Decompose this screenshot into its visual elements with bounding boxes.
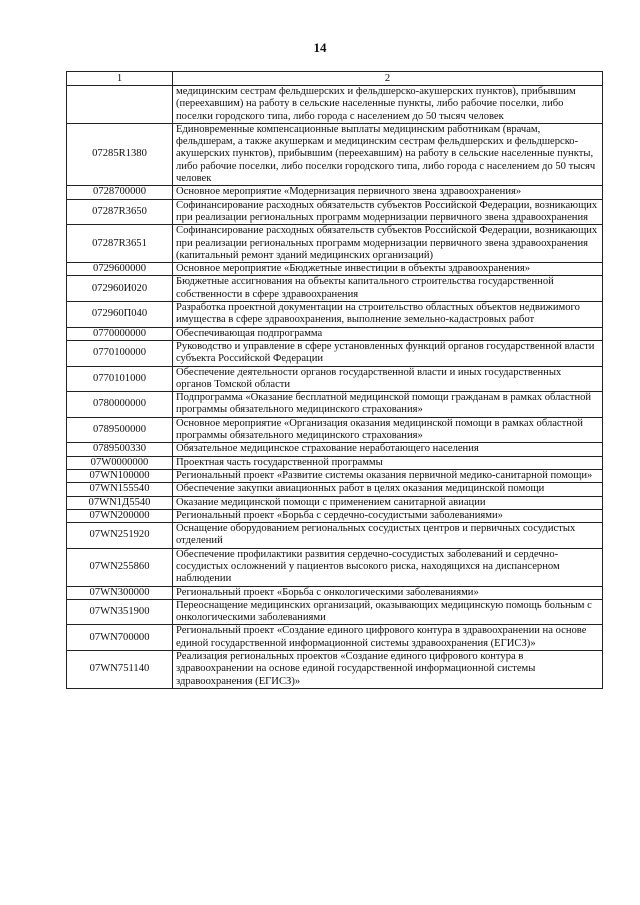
row-description: медицинским сестрам фельдшерских и фельдшерско-акушерских пунктов), прибывшим (переехавшим) на работу в сельские населенные пункты, либо рабочие поселки, либо поселки городского типа, либо города с населением до 50 тысяч человек: [173, 86, 603, 124]
row-description: Подпрограмма «Оказание бесплатной медицинской помощи гражданам в рамках областной программы обязательного медицинского страхования»: [173, 392, 603, 418]
table-row: [67, 483, 603, 496]
row-code: 07W0000000: [67, 456, 173, 469]
budget-code-table: [66, 71, 603, 689]
row-description: Обязательное медицинское страхование неработающего населения: [173, 443, 603, 456]
row-code: 072960И020: [67, 276, 173, 302]
row-code: 07WN251920: [67, 523, 173, 549]
row-description: Единовременные компенсационные выплаты медицинским работникам (врачам, фельдшерам, а также акушеркам и медицинским сестрам фельдшерских и фельдшерско-акушерских пунктов), прибывшим (переехавшим) на работу в сельские населенные пункты, либо рабочие поселки, либо поселки городского типа, либо города с населением до 50 тысяч человек: [173, 123, 603, 185]
row-code: 07WN300000: [67, 586, 173, 599]
column-header-code: 1: [67, 72, 173, 86]
row-description: Региональный проект «Создание единого цифрового контура в здравоохранении на основе единой государственной информационной системы здравоохранения (ЕГИСЗ)»: [173, 625, 603, 651]
table-header-row: [67, 72, 603, 86]
page-number: 14: [313, 40, 327, 55]
row-description: Региональный проект «Борьба с сердечно-сосудистыми заболеваниями»: [173, 509, 603, 522]
row-description: Реализация региональных проектов «Создание единого цифрового контура в здравоохранении на основе единой государственной информационной системы здравоохранения (ЕГИСЗ)»: [173, 651, 603, 689]
table-row: [67, 392, 603, 418]
row-code: 0789500000: [67, 417, 173, 443]
row-description: Проектная часть государственной программы: [173, 456, 603, 469]
row-description: Переоснащение медицинских организаций, оказывающих медицинскую помощь больным с онкологическими заболеваниями: [173, 599, 603, 625]
row-description: Оснащение оборудованием региональных сосудистых центров и первичных сосудистых отделений: [173, 523, 603, 549]
table-row: [67, 548, 603, 586]
table-row: [67, 586, 603, 599]
row-code: 0729600000: [67, 263, 173, 276]
row-description: Региональный проект «Развитие системы оказания первичной медико-санитарной помощи»: [173, 469, 603, 482]
row-description: Бюджетные ассигнования на объекты капитального строительства государственной собственности в сфере здравоохранения: [173, 276, 603, 302]
column-header-description: 2: [173, 72, 603, 86]
table-row: [67, 123, 603, 185]
row-description: Обеспечение деятельности органов государственной власти и иных государственных органов Томской области: [173, 366, 603, 392]
table-row: [67, 469, 603, 482]
row-code: 07WN155540: [67, 483, 173, 496]
row-code: 07287R3651: [67, 225, 173, 263]
row-description: Обеспечивающая подпрограмма: [173, 327, 603, 340]
row-code: 07WN1Д5540: [67, 496, 173, 509]
row-description: Разработка проектной документации на строительство областных объектов недвижимого имущества в сфере здравоохранения, выполнение земельно-кадастровых работ: [173, 302, 603, 328]
row-code: 0770101000: [67, 366, 173, 392]
table-row: [67, 417, 603, 443]
row-code: 0770000000: [67, 327, 173, 340]
row-code: 07WN200000: [67, 509, 173, 522]
row-description: Региональный проект «Борьба с онкологическими заболеваниями»: [173, 586, 603, 599]
row-description: Обеспечение профилактики развития сердечно-сосудистых заболеваний и сердечно-сосудистых осложнений у пациентов высокого риска, находящихся на диспансерном наблюдении: [173, 548, 603, 586]
table-row: [67, 340, 603, 366]
table-row: [67, 599, 603, 625]
row-code: 07WN351900: [67, 599, 173, 625]
row-description: Основное мероприятие «Организация оказания медицинской помощи в рамках областной программы обязательного медицинского страхования»: [173, 417, 603, 443]
row-code: 07285R1380: [67, 123, 173, 185]
table-row: [67, 509, 603, 522]
row-code: 07WN751140: [67, 651, 173, 689]
row-code: 0789500330: [67, 443, 173, 456]
table-row: [67, 302, 603, 328]
row-code: 07WN100000: [67, 469, 173, 482]
row-description: Основное мероприятие «Бюджетные инвестиции в объекты здравоохранения»: [173, 263, 603, 276]
row-description: Руководство и управление в сфере установленных функций органов государственной власти субъекта Российской Федерации: [173, 340, 603, 366]
row-description: Софинансирование расходных обязательств субъектов Российской Федерации, возникающих при реализации региональных программ модернизации первичного звена здравоохранения: [173, 199, 603, 225]
row-code: 0780000000: [67, 392, 173, 418]
table-row: [67, 199, 603, 225]
table-row: [67, 496, 603, 509]
table-row: [67, 327, 603, 340]
table-row: [67, 276, 603, 302]
table-row: [67, 523, 603, 549]
row-description: Оказание медицинской помощи с применением санитарной авиации: [173, 496, 603, 509]
table-row: [67, 86, 603, 124]
table-row: [67, 366, 603, 392]
table-row: [67, 225, 603, 263]
row-code: 07WN255860: [67, 548, 173, 586]
row-code: 07287R3650: [67, 199, 173, 225]
row-description: Софинансирование расходных обязательств субъектов Российской Федерации, возникающих при реализации региональных программ модернизации первичного звена здравоохранения (капитальный ремонт зданий медицинских организаций): [173, 225, 603, 263]
row-code: [67, 86, 173, 124]
table-row: [67, 263, 603, 276]
table-row: [67, 186, 603, 199]
row-code: 0770100000: [67, 340, 173, 366]
table-row: [67, 456, 603, 469]
row-description: Обеспечение закупки авиационных работ в целях оказания медицинской помощи: [173, 483, 603, 496]
table-row: [67, 443, 603, 456]
row-code: 072960П040: [67, 302, 173, 328]
table-row: [67, 625, 603, 651]
row-code: 0728700000: [67, 186, 173, 199]
row-code: 07WN700000: [67, 625, 173, 651]
row-description: Основное мероприятие «Модернизация первичного звена здравоохранения»: [173, 186, 603, 199]
table-row: [67, 651, 603, 689]
